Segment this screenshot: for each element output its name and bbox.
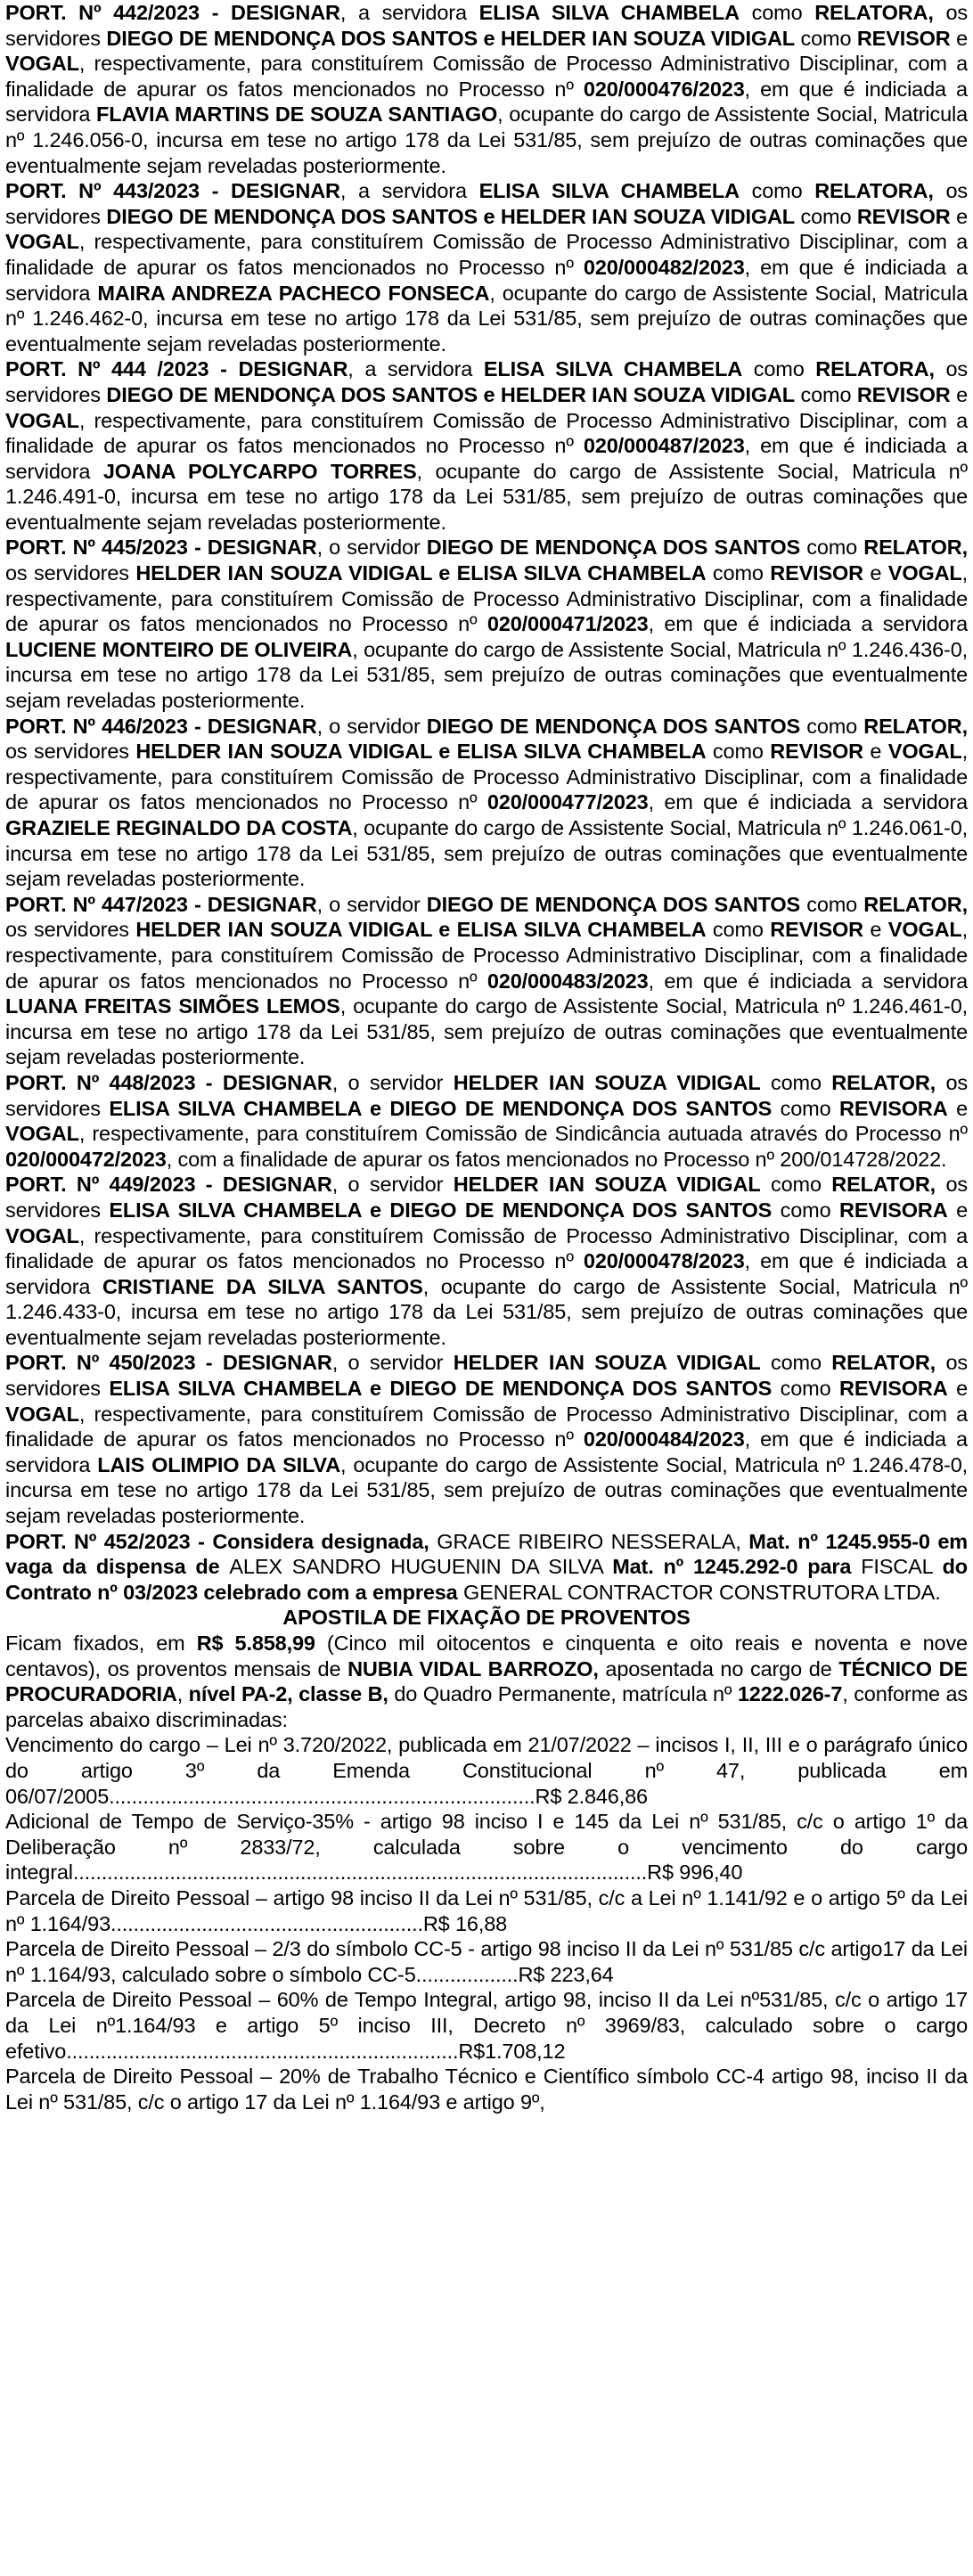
text-run: os servidores [5, 1351, 968, 1401]
bold-text-run: nível PA-2, classe B, [188, 1682, 388, 1706]
bold-text-run: HELDER IAN SOUZA VIDIGAL e ELISA SILVA CHAMBELA [135, 561, 707, 585]
text-run: , o servidor [331, 1070, 454, 1094]
bold-text-run: PORT. Nº 449/2023 - DESIGNAR [5, 1173, 332, 1197]
bold-text-run: VOGAL [5, 1402, 79, 1426]
bold-text-run: RELATOR, [863, 892, 968, 916]
bold-text-run: 020/000478/2023 [583, 1249, 745, 1273]
text-run: como [760, 1070, 832, 1094]
bold-text-run: VOGAL [5, 230, 79, 254]
text-run: e [947, 1096, 968, 1120]
text-run: , respectivamente, para constituírem Comissão de Processo Administrativo Disciplinar, com a finalidade de apurar os fatos mencionados no Processo nº [5, 1402, 968, 1452]
bold-text-run: RELATORA, [814, 179, 934, 203]
text-run: , em que é indiciada a servidora [5, 1427, 968, 1476]
text-run: , respectivamente, para constituírem Comissão de Sindicância autuada através do Processo nº [78, 1122, 968, 1146]
bold-text-run: ELISA SILVA CHAMBELA [478, 179, 740, 203]
text-run: como [772, 1096, 840, 1120]
text-run: os servidores [5, 1070, 968, 1120]
bold-text-run: REVISOR [770, 740, 863, 764]
bold-text-run: DIEGO DE MENDONÇA DOS SANTOS e HELDER IAN SOUZA VIDIGAL [106, 382, 796, 406]
text-run: e [863, 740, 888, 764]
text-run: , respectivamente, para constituírem Comissão de Processo Administrativo Disciplinar, com a finalidade de apurar os fatos mencionados no Processo nº [5, 230, 968, 279]
text-run: como [795, 382, 857, 406]
bold-text-run: FLAVIA MARTINS DE SOUZA SANTIAGO [96, 102, 498, 127]
apostila-items [5, 1732, 968, 2114]
text-run: os servidores [5, 179, 968, 228]
text-run: , em que é indiciada a servidora [648, 790, 969, 814]
text-run: e [950, 382, 968, 406]
bold-text-run: LAIS OLIMPIO DA SILVA [97, 1452, 341, 1476]
text-run: , em que é indiciada a servidora [5, 255, 968, 305]
text-run: FISCAL [861, 1555, 943, 1579]
bold-text-run: PORT. Nº 445/2023 - DESIGNAR [5, 536, 317, 560]
bold-text-run: HELDER IAN SOUZA VIDIGAL [453, 1351, 761, 1375]
text-run: , ocupante do cargo de Assistente Social, Matricula nº 1.246.491-0, incursa em tese no artigo 178 da Lei 531/85, sem prejuízo de outras cominações que eventualmente sejam reveladas posteriormente. [5, 459, 968, 534]
text-run: , respectivamente, para constituírem Comissão de Processo Administrativo Disciplinar, com a finalidade de apurar os fatos mencionados no Processo nº [5, 408, 968, 458]
text-run: como [706, 918, 771, 942]
bold-text-run: DIEGO DE MENDONÇA DOS SANTOS e HELDER IAN SOUZA VIDIGAL [106, 26, 796, 50]
apostila-item: Parcela de Direito Pessoal – artigo 98 inciso II da Lei nº 531/85, c/c a Lei nº 1.141/92 e o artigo 5º da Lei nº 1.164/93.......................................................R$ 16,88 [5, 1885, 968, 1935]
text-run: , ocupante do cargo de Assistente Social, Matricula nº 1.246.056-0, incursa em tese no artigo 178 da Lei 531/85, sem prejuízo de outras cominações que eventualmente sejam reveladas posteriormente. [5, 102, 969, 177]
portaria-paragraph [5, 1529, 968, 1606]
text-run: , [176, 1682, 189, 1706]
text-run: (Cinco mil oitocentos e cinquenta e oito reais e noventa e nove centavos), os proventos mensais de [5, 1631, 968, 1681]
bold-text-run: HELDER IAN SOUZA VIDIGAL [453, 1070, 761, 1094]
bold-text-run: PORT. Nº 447/2023 - DESIGNAR [5, 892, 317, 916]
portaria-paragraph [5, 1070, 968, 1172]
bold-text-run: REVISOR [770, 918, 863, 942]
text-run: os servidores [5, 357, 968, 406]
bold-text-run: 020/000483/2023 [487, 969, 649, 993]
bold-text-run: LUCIENE MONTEIRO DE OLIVEIRA [5, 637, 353, 661]
text-run: e [947, 1377, 968, 1401]
text-run: , o servidor [316, 714, 427, 738]
text-run: e [947, 1198, 968, 1222]
text-run: , o servidor [316, 892, 427, 916]
text-run: os servidores [5, 561, 136, 585]
text-run: e [950, 204, 968, 228]
bold-text-run: ELISA SILVA CHAMBELA e DIEGO DE MENDONÇA DOS SANTOS [109, 1377, 773, 1401]
bold-text-run: 020/000484/2023 [583, 1427, 745, 1452]
text-run: , ocupante do cargo de Assistente Social, Matricula nº 1.246.461-0, incursa em tese no artigo 178 da Lei 531/85, sem prejuízo de outras cominações que eventualmente sejam reveladas posteriormente. [5, 994, 968, 1069]
portaria-paragraph [5, 0, 968, 178]
text-run: , em que é indiciada a servidora [648, 612, 969, 636]
bold-text-run: NUBIA VIDAL BARROZO, [348, 1656, 599, 1681]
bold-text-run: PORT. Nº 452/2023 - Considera designada, [5, 1529, 437, 1553]
bold-text-run: ELISA SILVA CHAMBELA [478, 1, 740, 24]
bold-text-run: PORT. Nº 442/2023 - DESIGNAR [5, 1, 340, 24]
bold-text-run: TÉCNICO DE PROCURADORIA [5, 1656, 968, 1706]
bold-text-run: RELATOR, [831, 1173, 936, 1197]
text-run: GRACE RIBEIRO NESSERALA, [437, 1529, 749, 1553]
text-run: como [739, 1, 815, 24]
bold-text-run: VOGAL [5, 52, 79, 76]
text-run: ALEX SANDRO HUGUENIN DA SILVA [229, 1555, 613, 1579]
text-run: , o servidor [331, 1173, 454, 1197]
bold-text-run: Mat. nº 1245.292-0 para [612, 1555, 862, 1579]
apostila-section [5, 1605, 968, 2114]
bold-text-run: DIEGO DE MENDONÇA DOS SANTOS e HELDER IAN SOUZA VIDIGAL [106, 204, 796, 228]
bold-text-run: REVISORA [839, 1198, 948, 1222]
bold-text-run: R$ 5.858,99 [196, 1631, 315, 1655]
text-run: , respectivamente, para constituírem Comissão de Processo Administrativo Disciplinar, com a finalidade de apurar os fatos mencionados no Processo nº [5, 918, 968, 993]
bold-text-run: RELATORA, [815, 357, 935, 381]
bold-text-run: MAIRA ANDREZA PACHECO FONSECA [97, 281, 490, 305]
bold-text-run: VOGAL [887, 918, 962, 942]
bold-text-run: HELDER IAN SOUZA VIDIGAL e ELISA SILVA CHAMBELA [135, 740, 707, 764]
text-run: , a servidora [339, 179, 479, 203]
portaria-paragraph [5, 1350, 968, 1528]
bold-text-run: ELISA SILVA CHAMBELA e DIEGO DE MENDONÇA DOS SANTOS [109, 1096, 773, 1120]
text-run: como [706, 561, 771, 585]
bold-text-run: PORT. Nº 450/2023 - DESIGNAR [5, 1351, 332, 1375]
portaria-paragraph [5, 535, 968, 713]
text-run: Ficam fixados, em [5, 1631, 197, 1655]
apostila-item: Parcela de Direito Pessoal – 2/3 do símbolo CC-5 - artigo 98 inciso II da Lei nº 531/85 c/c artigo17 da Lei nº 1.164/93, calculado sobre o símbolo CC-5..................R$ 223,64 [5, 1937, 968, 1986]
bold-text-run: RELATOR, [831, 1351, 936, 1375]
text-run: , o servidor [331, 1351, 454, 1375]
bold-text-run: HELDER IAN SOUZA VIDIGAL [453, 1173, 761, 1197]
text-run: como [772, 1198, 840, 1222]
bold-text-run: RELATOR, [863, 714, 968, 738]
bold-text-run: REVISORA [839, 1377, 948, 1401]
bold-text-run: 1222.026-7 [737, 1682, 843, 1706]
text-run: como [772, 1377, 840, 1401]
bold-text-run: DIEGO DE MENDONÇA DOS SANTOS [426, 536, 801, 560]
text-run: e [863, 918, 888, 942]
bold-text-run: do Contrato nº 03/2023 celebrado com a empresa [5, 1555, 968, 1604]
portaria-paragraph [5, 714, 968, 892]
portaria-paragraph [5, 892, 968, 1070]
text-run: , a servidora [339, 1, 479, 24]
bold-text-run: VOGAL [887, 561, 962, 585]
apostila-item: Parcela de Direito Pessoal – 60% de Tempo Integral, artigo 98, inciso II da Lei nº531/85, c/c o artigo 17 da Lei nº1.164/93 e artigo 5º inciso III, Decreto nº 3969/83, calculado sobre o cargo efetivo.....................................................................R$1.708,12 [5, 1988, 968, 2063]
text-run: como [800, 892, 864, 916]
portaria-paragraph [5, 1172, 968, 1350]
bold-text-run: HELDER IAN SOUZA VIDIGAL e ELISA SILVA CHAMBELA [135, 918, 707, 942]
text-run: , o servidor [316, 536, 427, 560]
bold-text-run: Mat. nº 1245.955-0 em vaga da dispensa de [5, 1529, 968, 1579]
text-run: os servidores [5, 740, 136, 764]
apostila-item: Vencimento do cargo – Lei nº 3.720/2022, publicada em 21/07/2022 – incisos I, II, III e o parágrafo único do artigo 3º da Emenda Constitucional nº 47, publicada em 06/07/2005...........................................................................R$ 2.846,86 [5, 1733, 968, 1808]
bold-text-run: JOANA POLYCARPO TORRES [102, 459, 417, 483]
portaria-paragraph [5, 356, 968, 535]
bold-text-run: VOGAL [887, 740, 962, 764]
bold-text-run: REVISOR [856, 26, 951, 50]
bold-text-run: REVISORA [839, 1096, 948, 1120]
bold-text-run: PORT. Nº 446/2023 - DESIGNAR [5, 714, 317, 738]
text-run: , ocupante do cargo de Assistente Social, Matricula nº 1.246.436-0, incursa em tese no artigo 178 da Lei 531/85, sem prejuízo de outras cominações que eventualmente sejam reveladas posteriormente. [5, 637, 969, 713]
bold-text-run: PORT. Nº 444 /2023 - DESIGNAR [5, 357, 348, 381]
bold-text-run: ELISA SILVA CHAMBELA [483, 357, 743, 381]
bold-text-run: 020/000487/2023 [583, 434, 745, 458]
text-run: , ocupante do cargo de Assistente Social, Matricula nº 1.246.061-0, incursa em tese no artigo 178 da Lei 531/85, sem prejuízo de outras cominações que eventualmente sejam reveladas posteriormente. [5, 816, 969, 891]
text-run: , com a finalidade de apurar os fatos mencionados no Processo nº 200/014728/2022. [166, 1147, 947, 1171]
text-run: como [800, 714, 864, 738]
apostila-item: Parcela de Direito Pessoal – 20% de Trabalho Técnico e Científico símbolo CC-4 artigo 98, inciso II da Lei nº 531/85, c/c o artigo 17 da Lei nº 1.164/93 e artigo 9º, [5, 2065, 968, 2114]
text-run: como [795, 26, 857, 50]
text-run: , ocupante do cargo de Assistente Social, Matricula nº 1.246.462-0, incursa em tese no artigo 178 da Lei 531/85, sem prejuízo de outras cominações que eventualmente sejam reveladas posteriormente. [5, 281, 969, 356]
text-run: , em que é indiciada a servidora [5, 434, 968, 483]
text-run: como [795, 204, 857, 228]
text-run: os servidores [5, 1173, 968, 1222]
text-run: e [950, 26, 968, 50]
bold-text-run: REVISOR [856, 204, 951, 228]
bold-text-run: RELATORA, [814, 1, 934, 24]
bold-text-run: RELATOR, [831, 1070, 936, 1094]
text-run: , em que é indiciada a servidora [5, 77, 968, 127]
bold-text-run: GRAZIELE REGINALDO DA COSTA [5, 816, 353, 839]
text-run: , respectivamente, para constituírem Comissão de Processo Administrativo Disciplinar, com a finalidade de apurar os fatos mencionados no Processo nº [5, 561, 968, 636]
bold-text-run: 020/000476/2023 [583, 77, 745, 101]
bold-text-run: REVISOR [770, 561, 863, 585]
bold-text-run: PORT. Nº 443/2023 - DESIGNAR [5, 179, 340, 203]
bold-text-run: RELATOR, [863, 536, 968, 560]
text-run: aposentada no cargo de [598, 1656, 839, 1681]
bold-text-run: VOGAL [5, 1223, 79, 1247]
text-run: e [863, 561, 888, 585]
text-run: , respectivamente, para constituírem Comissão de Processo Administrativo Disciplinar, com a finalidade de apurar os fatos mencionados no Processo nº [5, 740, 968, 814]
apostila-item: Adicional de Tempo de Serviço-35% - artigo 98 inciso I e 145 da Lei nº 531/85, c/c o artigo 1º da Deliberação nº 2833/72, calculada sobre o vencimento do cargo integral.....................................................................................................R$ 996,40 [5, 1810, 968, 1885]
bold-text-run: 020/000472/2023 [5, 1147, 167, 1171]
bold-text-run: VOGAL [5, 408, 79, 432]
portarias-list [5, 0, 968, 1605]
bold-text-run: DIEGO DE MENDONÇA DOS SANTOS [426, 892, 801, 916]
bold-text-run: VOGAL [5, 1122, 79, 1146]
bold-text-run: 020/000477/2023 [487, 790, 649, 814]
apostila-intro [5, 1631, 968, 1732]
text-run: como [742, 357, 816, 381]
bold-text-run: 020/000482/2023 [583, 255, 745, 279]
text-run: , a servidora [348, 357, 484, 381]
text-run: como [760, 1351, 832, 1375]
bold-text-run: 020/000471/2023 [487, 612, 649, 636]
text-run: , ocupante do cargo de Assistente Social, Matricula nº 1.246.478-0, incursa em tese no artigo 178 da Lei 531/85, sem prejuízo de outras cominações que eventualmente sejam reveladas posteriormente. [5, 1452, 968, 1528]
text-run: como [706, 740, 771, 764]
text-run: , em que é indiciada a servidora [648, 969, 969, 993]
text-run: , conforme as parcelas abaixo discriminadas: [5, 1682, 968, 1731]
bold-text-run: REVISOR [856, 382, 951, 406]
apostila-heading: APOSTILA DE FIXAÇÃO DE PROVENTOS [282, 1606, 691, 1630]
portaria-paragraph [5, 178, 968, 356]
text-run: como [739, 179, 815, 203]
text-run: como [800, 536, 864, 560]
text-run: , em que é indiciada a servidora [5, 1249, 968, 1298]
text-run: GENERAL CONTRACTOR CONSTRUTORA LTDA. [462, 1580, 941, 1604]
text-run: , respectivamente, para constituírem Comissão de Processo Administrativo Disciplinar, com a finalidade de apurar os fatos mencionados no Processo nº [5, 52, 968, 101]
text-run: , ocupante do cargo de Assistente Social, Matricula nº 1.246.433-0, incursa em tese no artigo 178 da Lei 531/85, sem prejuízo de outras cominações que eventualmente sejam reveladas posteriormente. [5, 1274, 968, 1349]
text-run: os servidores [5, 1, 968, 50]
bold-text-run: LUANA FREITAS SIMÕES LEMOS [5, 994, 340, 1018]
bold-text-run: CRISTIANE DA SILVA SANTOS [102, 1274, 423, 1298]
bold-text-run: ELISA SILVA CHAMBELA e DIEGO DE MENDONÇA DOS SANTOS [109, 1198, 773, 1222]
text-run: do Quadro Permanente, matrícula nº [388, 1682, 738, 1706]
text-run: como [760, 1173, 832, 1197]
text-run: os servidores [5, 918, 136, 942]
bold-text-run: PORT. Nº 448/2023 - DESIGNAR [5, 1070, 332, 1094]
bold-text-run: DIEGO DE MENDONÇA DOS SANTOS [426, 714, 801, 738]
text-run: , respectivamente, para constituírem Comissão de Processo Administrativo Disciplinar, com a finalidade de apurar os fatos mencionados no Processo nº [5, 1223, 968, 1273]
